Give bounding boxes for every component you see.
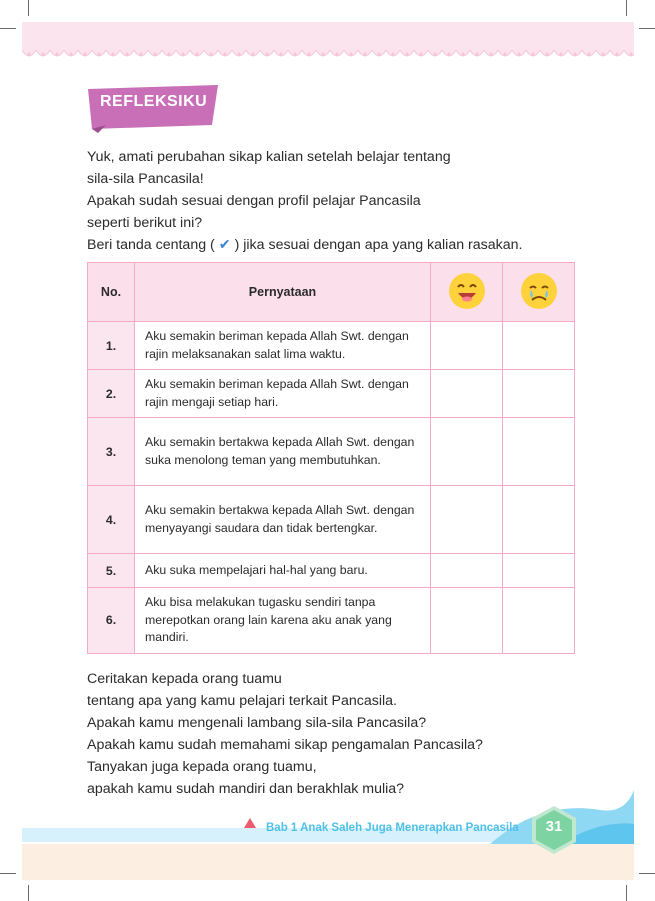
sad-check-cell[interactable] <box>503 486 575 554</box>
intro-text <box>87 146 587 256</box>
happy-check-cell[interactable] <box>431 370 503 418</box>
row-number: 4. <box>88 486 135 554</box>
row-statement: Aku semakin bertakwa kepada Allah Swt. dengan menyayangi saudara dan tidak bertengkar. <box>135 486 431 554</box>
row-statement: Aku semakin bertakwa kepada Allah Swt. dengan suka menolong teman yang membutuhkan. <box>135 418 431 486</box>
crop-mark <box>28 0 29 16</box>
row-number: 6. <box>88 588 135 654</box>
intro-line: Yuk, amati perubahan sikap kalian setelah belajar tentang <box>87 149 451 165</box>
crying-face-icon <box>519 271 559 311</box>
intro-line: Apakah sudah sesuai dengan profil pelajar Pancasila <box>87 193 421 209</box>
row-number: 2. <box>88 370 135 418</box>
column-header-sad <box>503 263 575 322</box>
table-row <box>88 588 575 654</box>
column-header-no: No. <box>88 263 135 322</box>
crop-mark <box>28 885 29 901</box>
table-row <box>88 322 575 370</box>
sad-check-cell[interactable] <box>503 418 575 486</box>
intro-text-part: ) jika sesuai dengan apa yang kalian rasakan. <box>234 237 523 253</box>
closing-line: Ceritakan kepada orang tuamu <box>87 671 282 687</box>
section-title: REFLEKSIKU <box>100 93 208 110</box>
column-header-happy <box>431 263 503 322</box>
table-row <box>88 370 575 418</box>
footer-chapter <box>266 822 519 834</box>
chapter-title: Anak Saleh Juga Menerapkan Pancasila <box>300 822 519 834</box>
crop-mark <box>0 873 16 874</box>
lace-border <box>22 50 634 62</box>
table-row <box>88 418 575 486</box>
checkmark-icon: ✔ <box>218 237 231 253</box>
chapter-label: Bab 1 <box>266 822 298 834</box>
intro-line <box>87 234 587 256</box>
row-number: 1. <box>88 322 135 370</box>
sad-check-cell[interactable] <box>503 554 575 588</box>
happy-check-cell[interactable] <box>431 554 503 588</box>
closing-line: Tanyakan juga kepada orang tuamu, <box>87 759 317 775</box>
closing-line: apakah kamu sudah mandiri dan berakhlak mulia? <box>87 781 405 797</box>
table-header-row <box>88 263 575 322</box>
sad-check-cell[interactable] <box>503 588 575 654</box>
crop-mark <box>626 0 627 16</box>
crop-mark <box>0 28 16 29</box>
crop-mark <box>639 873 655 874</box>
happy-face-icon <box>447 271 487 311</box>
table-row <box>88 486 575 554</box>
table-row <box>88 554 575 588</box>
row-statement: Aku semakin beriman kepada Allah Swt. dengan rajin melaksanakan salat lima waktu. <box>135 322 431 370</box>
happy-check-cell[interactable] <box>431 588 503 654</box>
top-decorative-band <box>22 22 634 50</box>
closing-line: Apakah kamu sudah memahami sikap pengamalan Pancasila? <box>87 737 483 753</box>
row-statement: Aku bisa melakukan tugasku sendiri tanpa merepotkan orang lain karena aku anak yang mandiri. <box>135 588 431 654</box>
closing-line: Apakah kamu mengenali lambang sila-sila Pancasila? <box>87 715 427 731</box>
reflection-table <box>87 262 575 654</box>
sad-check-cell[interactable] <box>503 370 575 418</box>
happy-check-cell[interactable] <box>431 486 503 554</box>
happy-check-cell[interactable] <box>431 418 503 486</box>
crop-mark <box>626 885 627 901</box>
crop-mark <box>639 28 655 29</box>
column-header-statement: Pernyataan <box>135 263 431 322</box>
happy-check-cell[interactable] <box>431 322 503 370</box>
row-statement: Aku suka mempelajari hal-hal yang baru. <box>135 554 431 588</box>
intro-line: sila-sila Pancasila! <box>87 171 204 187</box>
closing-line: tentang apa yang kamu pelajari terkait Pancasila. <box>87 693 397 709</box>
intro-text-part: Beri tanda centang ( <box>87 237 215 253</box>
sad-check-cell[interactable] <box>503 322 575 370</box>
intro-line: seperti berikut ini? <box>87 215 203 231</box>
row-statement: Aku semakin beriman kepada Allah Swt. dengan rajin mengaji setiap hari. <box>135 370 431 418</box>
row-number: 5. <box>88 554 135 588</box>
page-number: 31 <box>545 818 563 835</box>
row-number: 3. <box>88 418 135 486</box>
